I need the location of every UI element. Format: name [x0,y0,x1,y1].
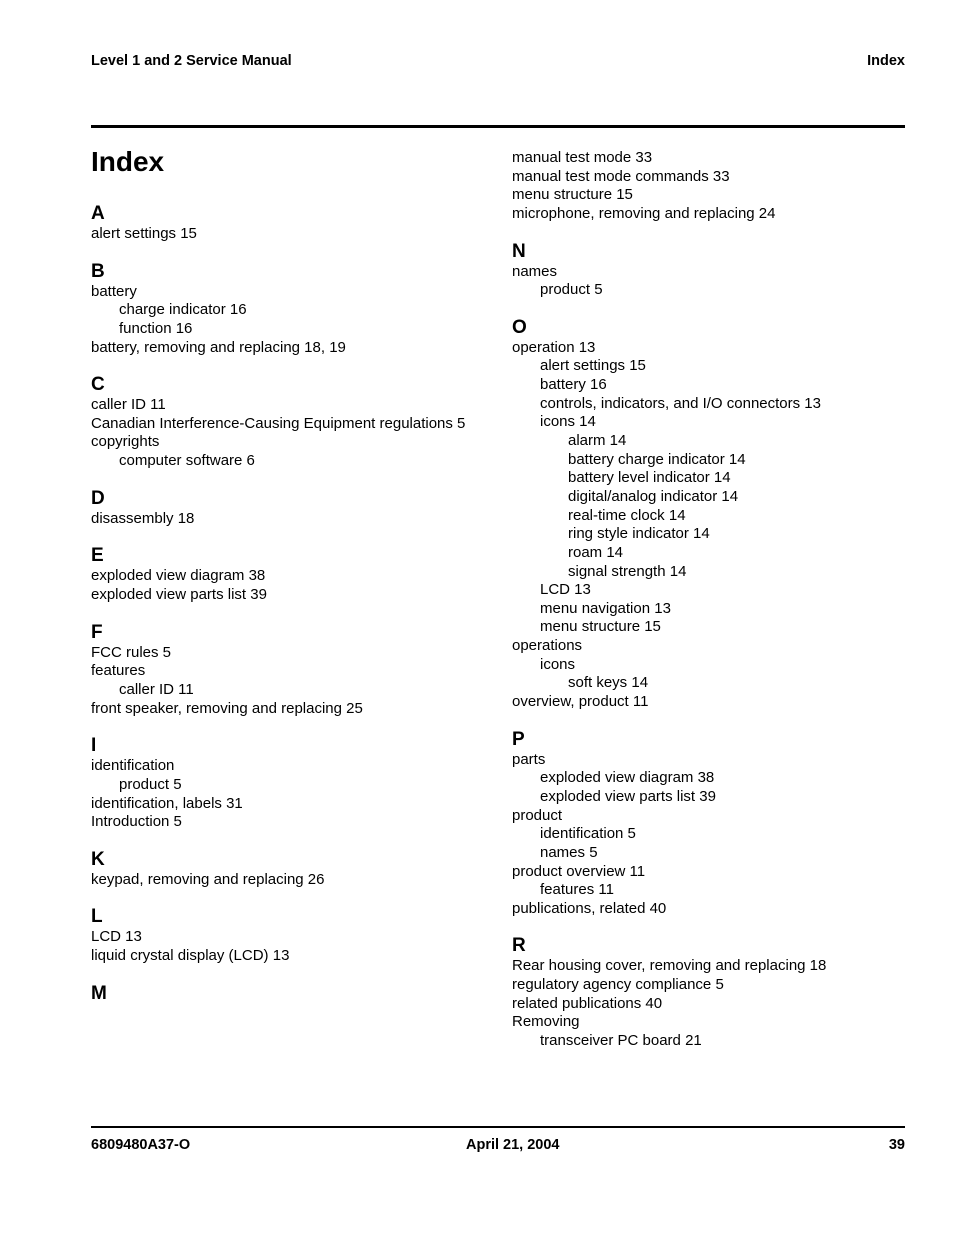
index-entry: Canadian Interference-Causing Equipment regulations 5 [91,414,466,432]
section-letter: F [91,621,103,643]
section-letter: P [512,728,525,750]
index-entry: operations [512,637,583,655]
index-entry: publications, related 40 [512,899,667,917]
section-letter: A [91,203,105,224]
index-subentry: transceiver PC board 21 [540,1031,702,1049]
index-entry: battery, removing and replacing 18, 19 [91,338,346,356]
index-entry: alert settings 15 [91,225,197,242]
index-section [91,849,491,890]
index-entry: product overview 11 [512,862,646,880]
index-section [512,241,912,300]
index-subentry: signal strength 14 [568,562,687,580]
footer-document-number: 6809480A37-O [91,1137,191,1153]
index-section [91,735,491,832]
index-entry: overview, product 11 [512,693,649,711]
index-entry: exploded view diagram 38 [91,567,266,585]
index-subentry: alert settings 15 [540,357,646,375]
index-entry: regulatory agency compliance 5 [512,976,724,994]
header-divider [91,125,905,128]
index-entry: related publications 40 [512,994,663,1012]
index-section [91,906,491,965]
section-letter: L [91,906,103,928]
index-section [512,317,912,712]
index-entry: LCD 13 [91,928,142,946]
index-subentry: alarm 14 [568,432,627,450]
index-subentry: identification 5 [540,825,636,843]
index-subentry: caller ID 11 [119,680,194,698]
index-subentry: exploded view diagram 38 [540,769,715,787]
footer-date: April 21, 2004 [466,1137,560,1153]
index-subentry: product 5 [119,775,182,793]
index-subentry: roam 14 [568,543,624,561]
index-entry: names [512,262,558,280]
index-entry: microphone, removing and replacing 24 [512,204,776,222]
section-letter: C [91,374,105,396]
header-manual-title: Level 1 and 2 Service Manual [91,53,292,69]
index-subentry: exploded view parts list 39 [540,787,716,805]
section-letter: O [512,316,527,338]
index-subentry: battery 16 [540,376,607,394]
index-subentry: icons 14 [540,413,596,431]
index-entry: caller ID 11 [91,396,166,414]
index-entry: operation 13 [512,338,596,356]
section-letter: D [91,487,105,509]
index-entry: parts [512,750,546,768]
index-section [91,622,491,719]
index-subentry: digital/analog indicator 14 [568,487,739,505]
footer-divider [91,1126,905,1128]
index-entry: menu structure 15 [512,186,633,204]
index-entry: FCC rules 5 [91,643,172,661]
index-entry: Introduction 5 [91,813,182,831]
index-subentry: controls, indicators, and I/O connectors 13 [540,394,821,412]
index-subentry: computer software 6 [119,452,255,470]
index-entry: copyrights [91,433,160,451]
section-letter: R [512,935,526,957]
index-entry: front speaker, removing and replacing 25 [91,699,363,717]
index-entry: Rear housing cover, removing and replacing 18 [512,957,827,975]
index-subentry: menu structure 15 [540,618,661,636]
section-letter: B [91,260,105,282]
index-entry: manual test mode 33 [512,149,653,166]
index-entry: keypad, removing and replacing 26 [91,870,325,888]
section-letter: N [512,240,526,262]
index-section [91,374,491,471]
index-subentry: icons [540,655,576,673]
section-letter: M [91,982,107,1004]
index-subentry: product 5 [540,281,603,299]
index-subentry: battery charge indicator 14 [568,450,746,468]
index-subentry: real-time clock 14 [568,506,686,524]
index-section [91,545,491,604]
index-subentry: battery level indicator 14 [568,469,731,487]
index-subentry: menu navigation 13 [540,599,671,617]
index-subentry: LCD 13 [540,581,591,599]
section-letter: I [91,735,97,757]
index-column-right [512,149,912,1068]
index-subentry: function 16 [119,319,193,337]
index-entry: battery [91,282,137,300]
index-entry: liquid crystal display (LCD) 13 [91,947,290,965]
index-entry: Removing [512,1013,580,1031]
index-subentry: charge indicator 16 [119,301,247,319]
index-section [512,149,912,224]
page-title: Index [91,146,165,177]
index-section [512,935,912,1050]
header-section-name: Index [867,53,905,69]
index-section [91,983,491,1005]
index-subentry: features 11 [540,881,614,899]
index-entry: manual test mode commands 33 [512,167,730,185]
index-entry: features [91,662,146,680]
section-letter: E [91,545,104,567]
index-entry: exploded view parts list 39 [91,586,267,604]
footer-page-number: 39 [888,1137,905,1153]
index-column-left [91,203,491,1022]
index-entry: identification, labels 31 [91,794,243,812]
index-section [91,488,491,529]
index-subentry: ring style indicator 14 [568,525,710,543]
index-entry: identification [91,757,175,775]
index-subentry: names 5 [540,843,598,861]
index-entry: disassembly 18 [91,509,195,527]
index-section [512,729,912,919]
index-section [91,261,491,358]
index-section [91,203,491,244]
index-entry: product [512,806,563,824]
index-subentry: soft keys 14 [568,674,649,692]
section-letter: K [91,848,105,870]
